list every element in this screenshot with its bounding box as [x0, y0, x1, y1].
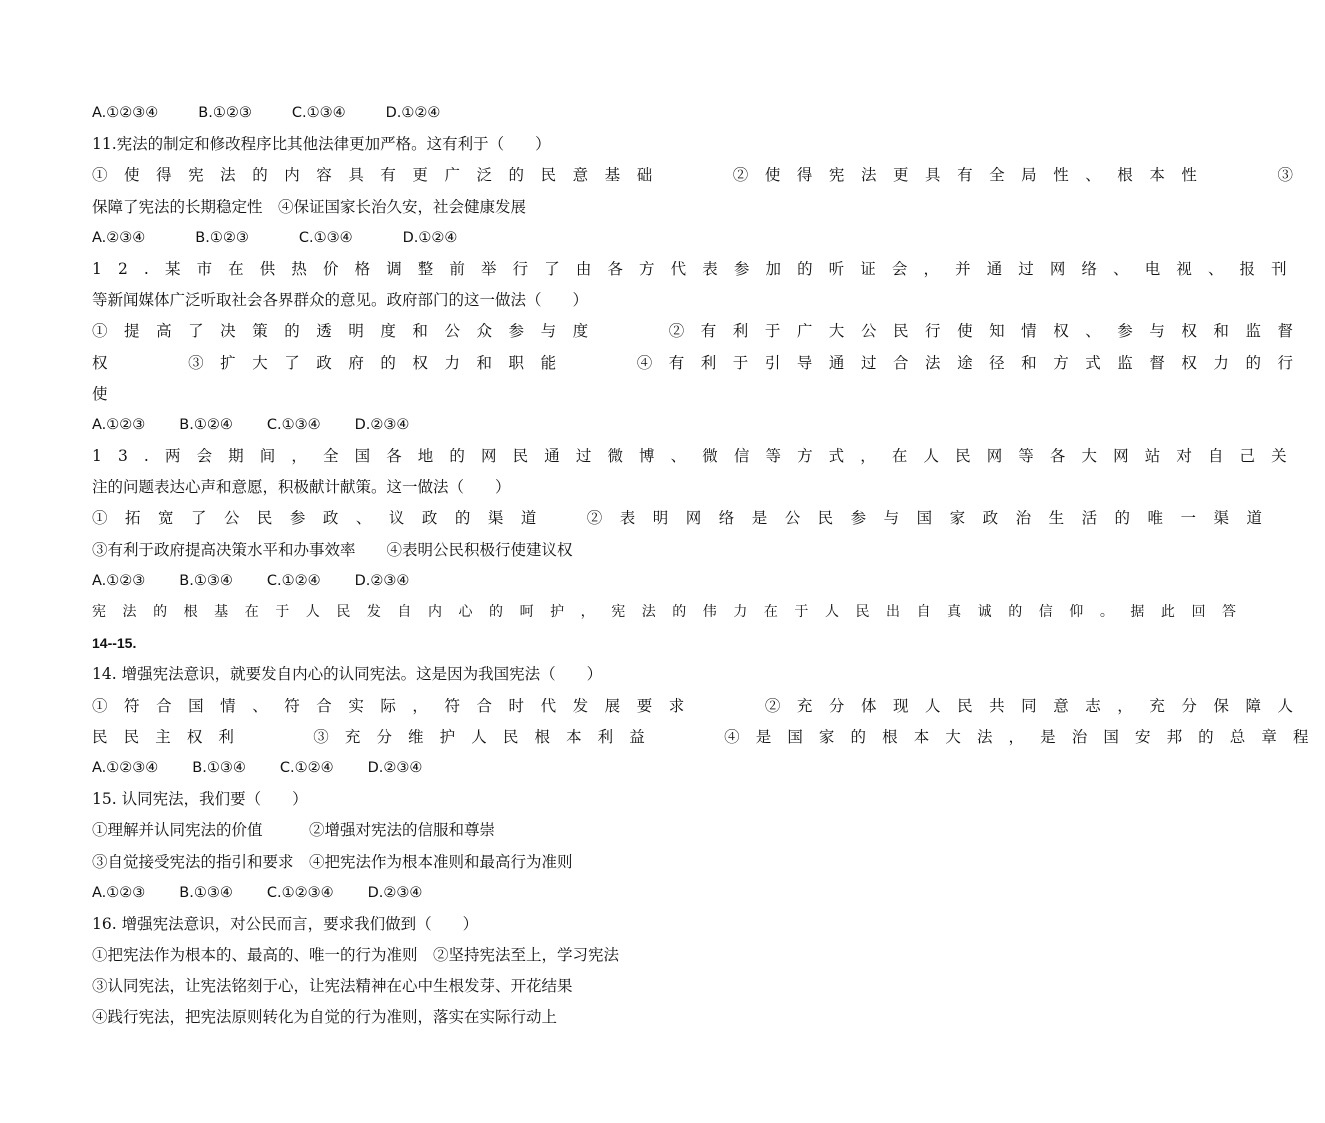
question-text-line — [92, 535, 704, 566]
text-content: ①提高了决策的透明度和公众参与度 ②有利于广大公民行使知情权、参与权和监督 — [92, 322, 1310, 341]
text-content: 等新闻媒体广泛听取社会各界群众的意见。政府部门的这一做法（ ） — [92, 291, 589, 310]
answer-option: A.②③④ — [92, 229, 146, 246]
answer-options-row — [92, 410, 704, 441]
answer-option: C.①③④ — [291, 105, 346, 121]
answer-option: A.①②③ — [92, 416, 146, 433]
answer-option: C.①②③④ — [266, 884, 334, 901]
answer-option: D.①②④ — [402, 229, 458, 246]
text-content: 13.两会期间，全国各地的网民通过微博、微信等方式，在人民网等各大网站对自己关 — [92, 447, 1303, 466]
question-text-line — [92, 348, 1310, 379]
question-text-line — [92, 316, 1310, 347]
answer-options-row — [92, 223, 704, 254]
text-content: 11.宪法的制定和修改程序比其他法律更加严格。这有利于（ ） — [92, 135, 551, 154]
text-content: ①使得宪法的内容具有更广泛的民意基础 ②使得宪法更具有全局性、根本性 ③ — [92, 166, 1310, 185]
text-content: ①符合国情、符合实际，符合时代发展要求 ②充分体现人民共同意志，充分保障人 — [92, 696, 1310, 715]
text-content: 15. 认同宪法，我们要（ ） — [92, 790, 308, 809]
question-text-line — [92, 847, 704, 878]
answer-option: B.①③④ — [192, 759, 246, 776]
text-content: 宪法的根基在于人民发自内心的呵护，宪法的伟力在于人民出自真诚的信仰。据此回答 — [92, 604, 1253, 620]
text-content: ④践行宪法，把宪法原则转化为自觉的行为准则，落实在实际行动上 — [92, 1008, 558, 1027]
question-text-line — [92, 285, 704, 316]
question-text-line — [92, 940, 704, 971]
text-content: 权 ③扩大了政府的权力和职能 ④有利于引导通过合法途径和方式监督权力的行 — [92, 353, 1310, 372]
answer-option: C.①②④ — [266, 572, 321, 589]
answer-option: D.②③④ — [367, 884, 423, 901]
text-content: 保障了宪法的长期稳定性 ④保证国家长治久安，社会健康发展 — [92, 197, 527, 216]
text-content: 16. 增强宪法意识，对公民而言，要求我们做到（ ） — [92, 914, 479, 933]
question-text-line — [92, 815, 704, 846]
question-text-line — [92, 192, 704, 223]
text-content: ①理解并认同宪法的价值 ②增强对宪法的信服和尊崇 — [92, 821, 496, 840]
question-text-line — [92, 1002, 704, 1033]
answer-options-row — [92, 878, 704, 909]
question-text-line — [92, 503, 1280, 534]
text-content: 14--15. — [92, 635, 137, 652]
question-text-line — [92, 160, 1310, 191]
answer-option: C.①③④ — [266, 416, 321, 433]
text-content: ①把宪法作为根本的、最高的、唯一的行为准则 ②坚持宪法至上，学习宪法 — [92, 946, 620, 965]
answer-option: C.①②④ — [279, 759, 334, 776]
question-text-line — [92, 441, 1303, 472]
question-text-line — [92, 784, 704, 815]
question-text-line — [92, 659, 704, 690]
text-content: 14. 增强宪法意识，就要发自内心的认同宪法。这是因为我国宪法（ ） — [92, 665, 603, 684]
text-content: 12.某市在供热价格调整前举行了由各方代表参加的听证会，并通过网络、电视、报刊 — [92, 259, 1303, 278]
answer-option: C.①③④ — [298, 229, 353, 246]
material-text — [92, 597, 1253, 628]
question-text-line — [92, 254, 1303, 285]
text-content: ①拓宽了公民参政、议政的渠道 ②表明网络是公民参与国家政治生活的唯一渠道 — [92, 509, 1280, 528]
answer-option: B.①②③ — [195, 229, 249, 246]
answer-options-row — [92, 753, 704, 784]
text-content: ③自觉接受宪法的指引和要求 ④把宪法作为根本准则和最高行为准则 — [92, 852, 573, 871]
answer-option: D.①②④ — [385, 105, 441, 121]
text-content: 使 — [92, 384, 108, 403]
answer-option: B.①③④ — [179, 884, 233, 901]
question-text-line — [92, 129, 704, 160]
answer-option: D.②③④ — [367, 759, 423, 776]
question-text-line — [92, 472, 704, 503]
answer-options-row — [92, 98, 704, 129]
exam-page — [92, 98, 1325, 1034]
text-content: 注的问题表达心声和意愿，积极献计献策。这一做法（ ） — [92, 478, 511, 497]
question-text-line — [92, 971, 704, 1002]
question-text-line — [92, 722, 1325, 753]
text-content: ③有利于政府提高决策水平和办事效率 ④表明公民积极行使建议权 — [92, 540, 573, 559]
answer-option: A.①②③④ — [92, 759, 159, 776]
answer-option: B.①②④ — [179, 416, 233, 433]
question-text-line — [92, 691, 1310, 722]
question-text-line — [92, 379, 704, 410]
question-range — [92, 628, 704, 659]
text-content: 民民主权利 ③充分维护人民根本利益 ④是国家的根本大法，是治国安邦的总章程 — [92, 727, 1325, 746]
answer-option: A.①②③ — [92, 572, 146, 589]
answer-option: B.①②③ — [198, 105, 252, 121]
question-text-line — [92, 909, 704, 940]
answer-option: A.①②③ — [92, 884, 146, 901]
answer-options-row — [92, 566, 704, 597]
answer-option: D.②③④ — [354, 416, 410, 433]
answer-option: A.①②③④ — [92, 105, 159, 121]
answer-option: B.①③④ — [179, 572, 233, 589]
answer-option: D.②③④ — [354, 572, 410, 589]
text-content: ③认同宪法，让宪法铭刻于心，让宪法精神在心中生根发芽、开花结果 — [92, 977, 573, 996]
